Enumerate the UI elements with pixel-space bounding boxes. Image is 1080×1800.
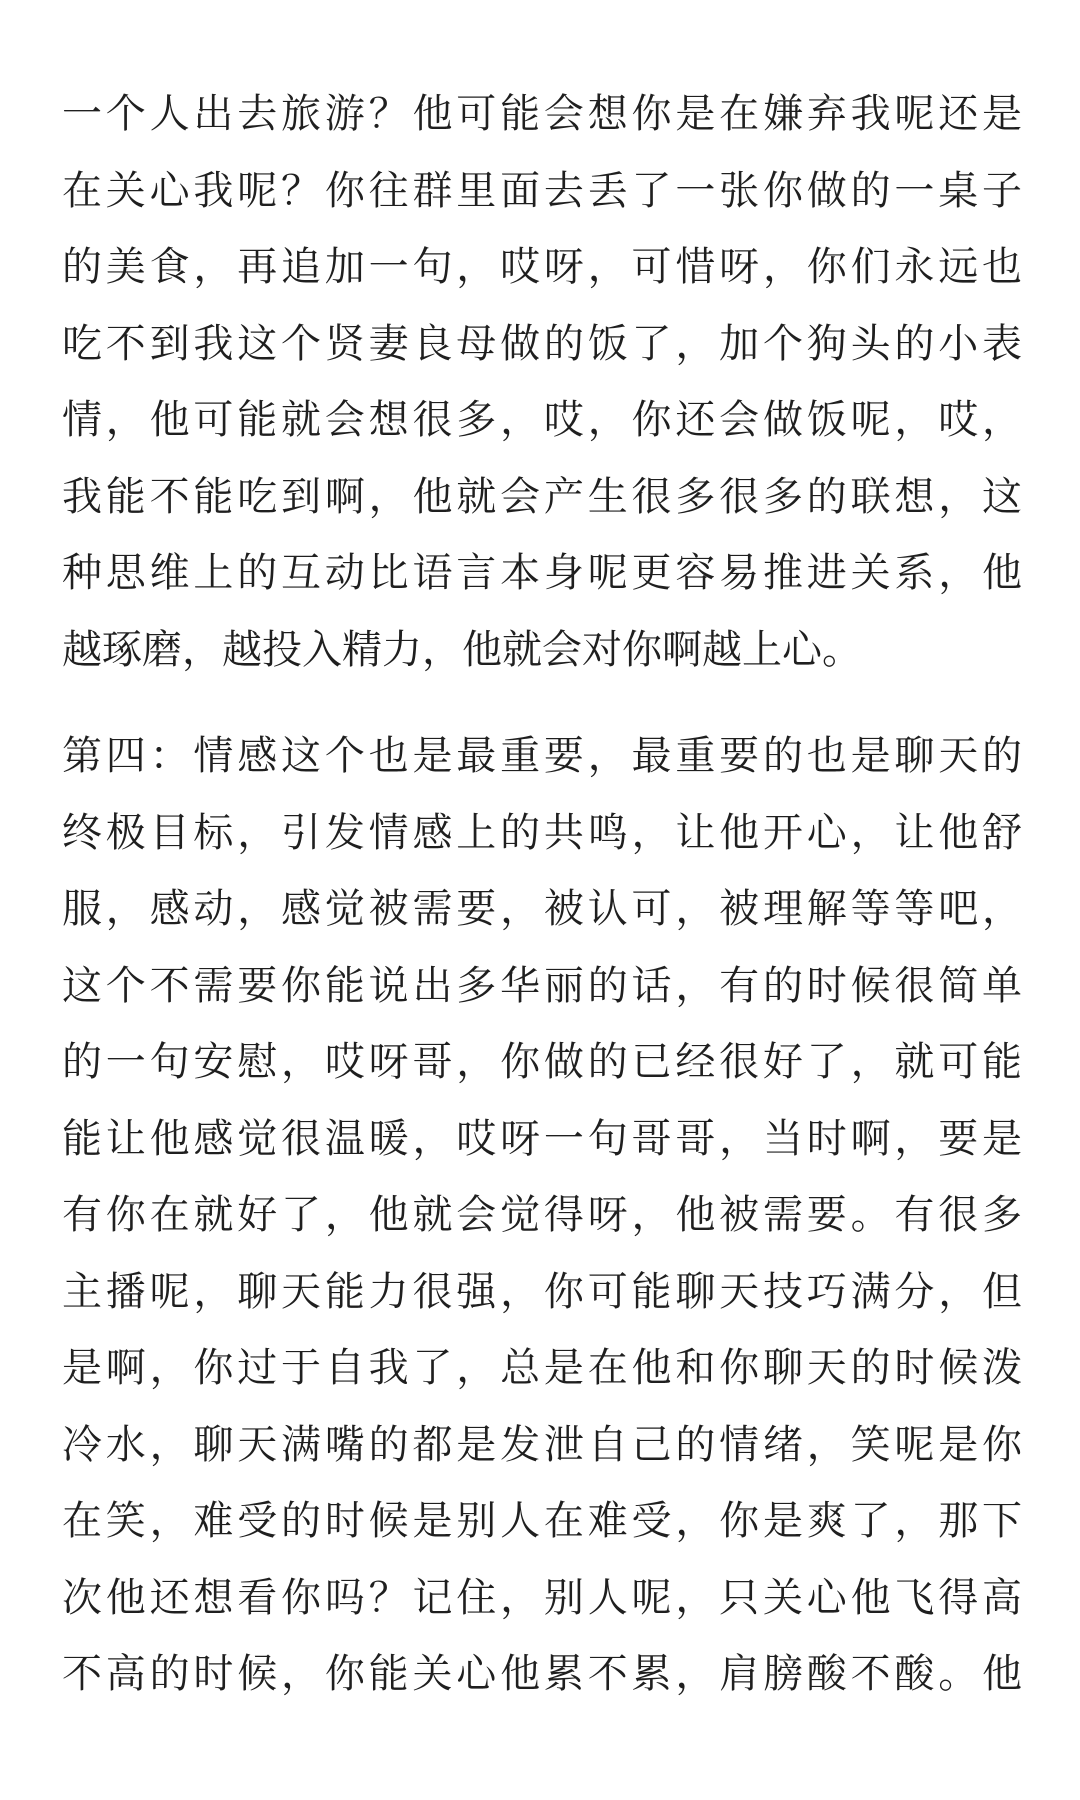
text-line: 主播呢，聊天能力很强，你可能聊天技巧满分，但: [62, 1268, 1022, 1315]
text-line: 在关心我呢？你往群里面去丢了一张你做的一桌子: [62, 167, 1022, 214]
text-line: 种思维上的互动比语言本身呢更容易推进关系，他: [62, 550, 1022, 596]
text-line: 我能不能吃到啊，他就会产生很多很多的联想，这: [62, 473, 1022, 520]
paragraph-spacer: [62, 688, 1022, 718]
text-line: 这个不需要你能说出多华丽的话，有的时候很简单: [62, 962, 1022, 1009]
text-line: 服，感动，感觉被需要，被认可，被理解等等吧，: [62, 886, 1022, 932]
text-line: 终极目标，引发情感上的共鸣，让他开心，让他舒: [62, 809, 1022, 856]
text-line: 情，他可能就会想很多，哎，你还会做饭呢，哎，: [62, 397, 1022, 443]
text-line: 越琢磨，越投入精力，他就会对你啊越上心。: [62, 626, 862, 673]
article-body: [62, 76, 1022, 1713]
text-line: 次他还想看你吗？记住，别人呢，只关心他飞得高: [62, 1574, 1022, 1621]
paragraph-1: [62, 76, 1022, 688]
text-line: 不高的时候，你能关心他累不累，肩膀酸不酸。他: [62, 1651, 1022, 1697]
text-line: 第四：情感这个也是最重要，最重要的也是聊天的: [62, 733, 1022, 779]
text-line: 的一句安慰，哎呀哥，你做的已经很好了，就可能: [62, 1039, 1022, 1085]
text-line: 有你在就好了，他就会觉得呀，他被需要。有很多: [62, 1192, 1022, 1238]
paragraph-2: [62, 718, 1022, 1713]
text-line: 冷水，聊天满嘴的都是发泄自己的情绪，笑呢是你: [62, 1421, 1022, 1468]
text-line: 吃不到我这个贤妻良母做的饭了，加个狗头的小表: [62, 320, 1022, 367]
text-line: 能让他感觉很温暖，哎呀一句哥哥，当时啊，要是: [62, 1115, 1022, 1162]
text-line: 的美食，再追加一句，哎呀，可惜呀，你们永远也: [62, 244, 1022, 290]
text-line: 是啊，你过于自我了，总是在他和你聊天的时候泼: [62, 1345, 1022, 1391]
text-line: 在笑，难受的时候是别人在难受，你是爽了，那下: [62, 1498, 1022, 1544]
text-line: 一个人出去旅游？他可能会想你是在嫌弃我呢还是: [62, 91, 1022, 137]
